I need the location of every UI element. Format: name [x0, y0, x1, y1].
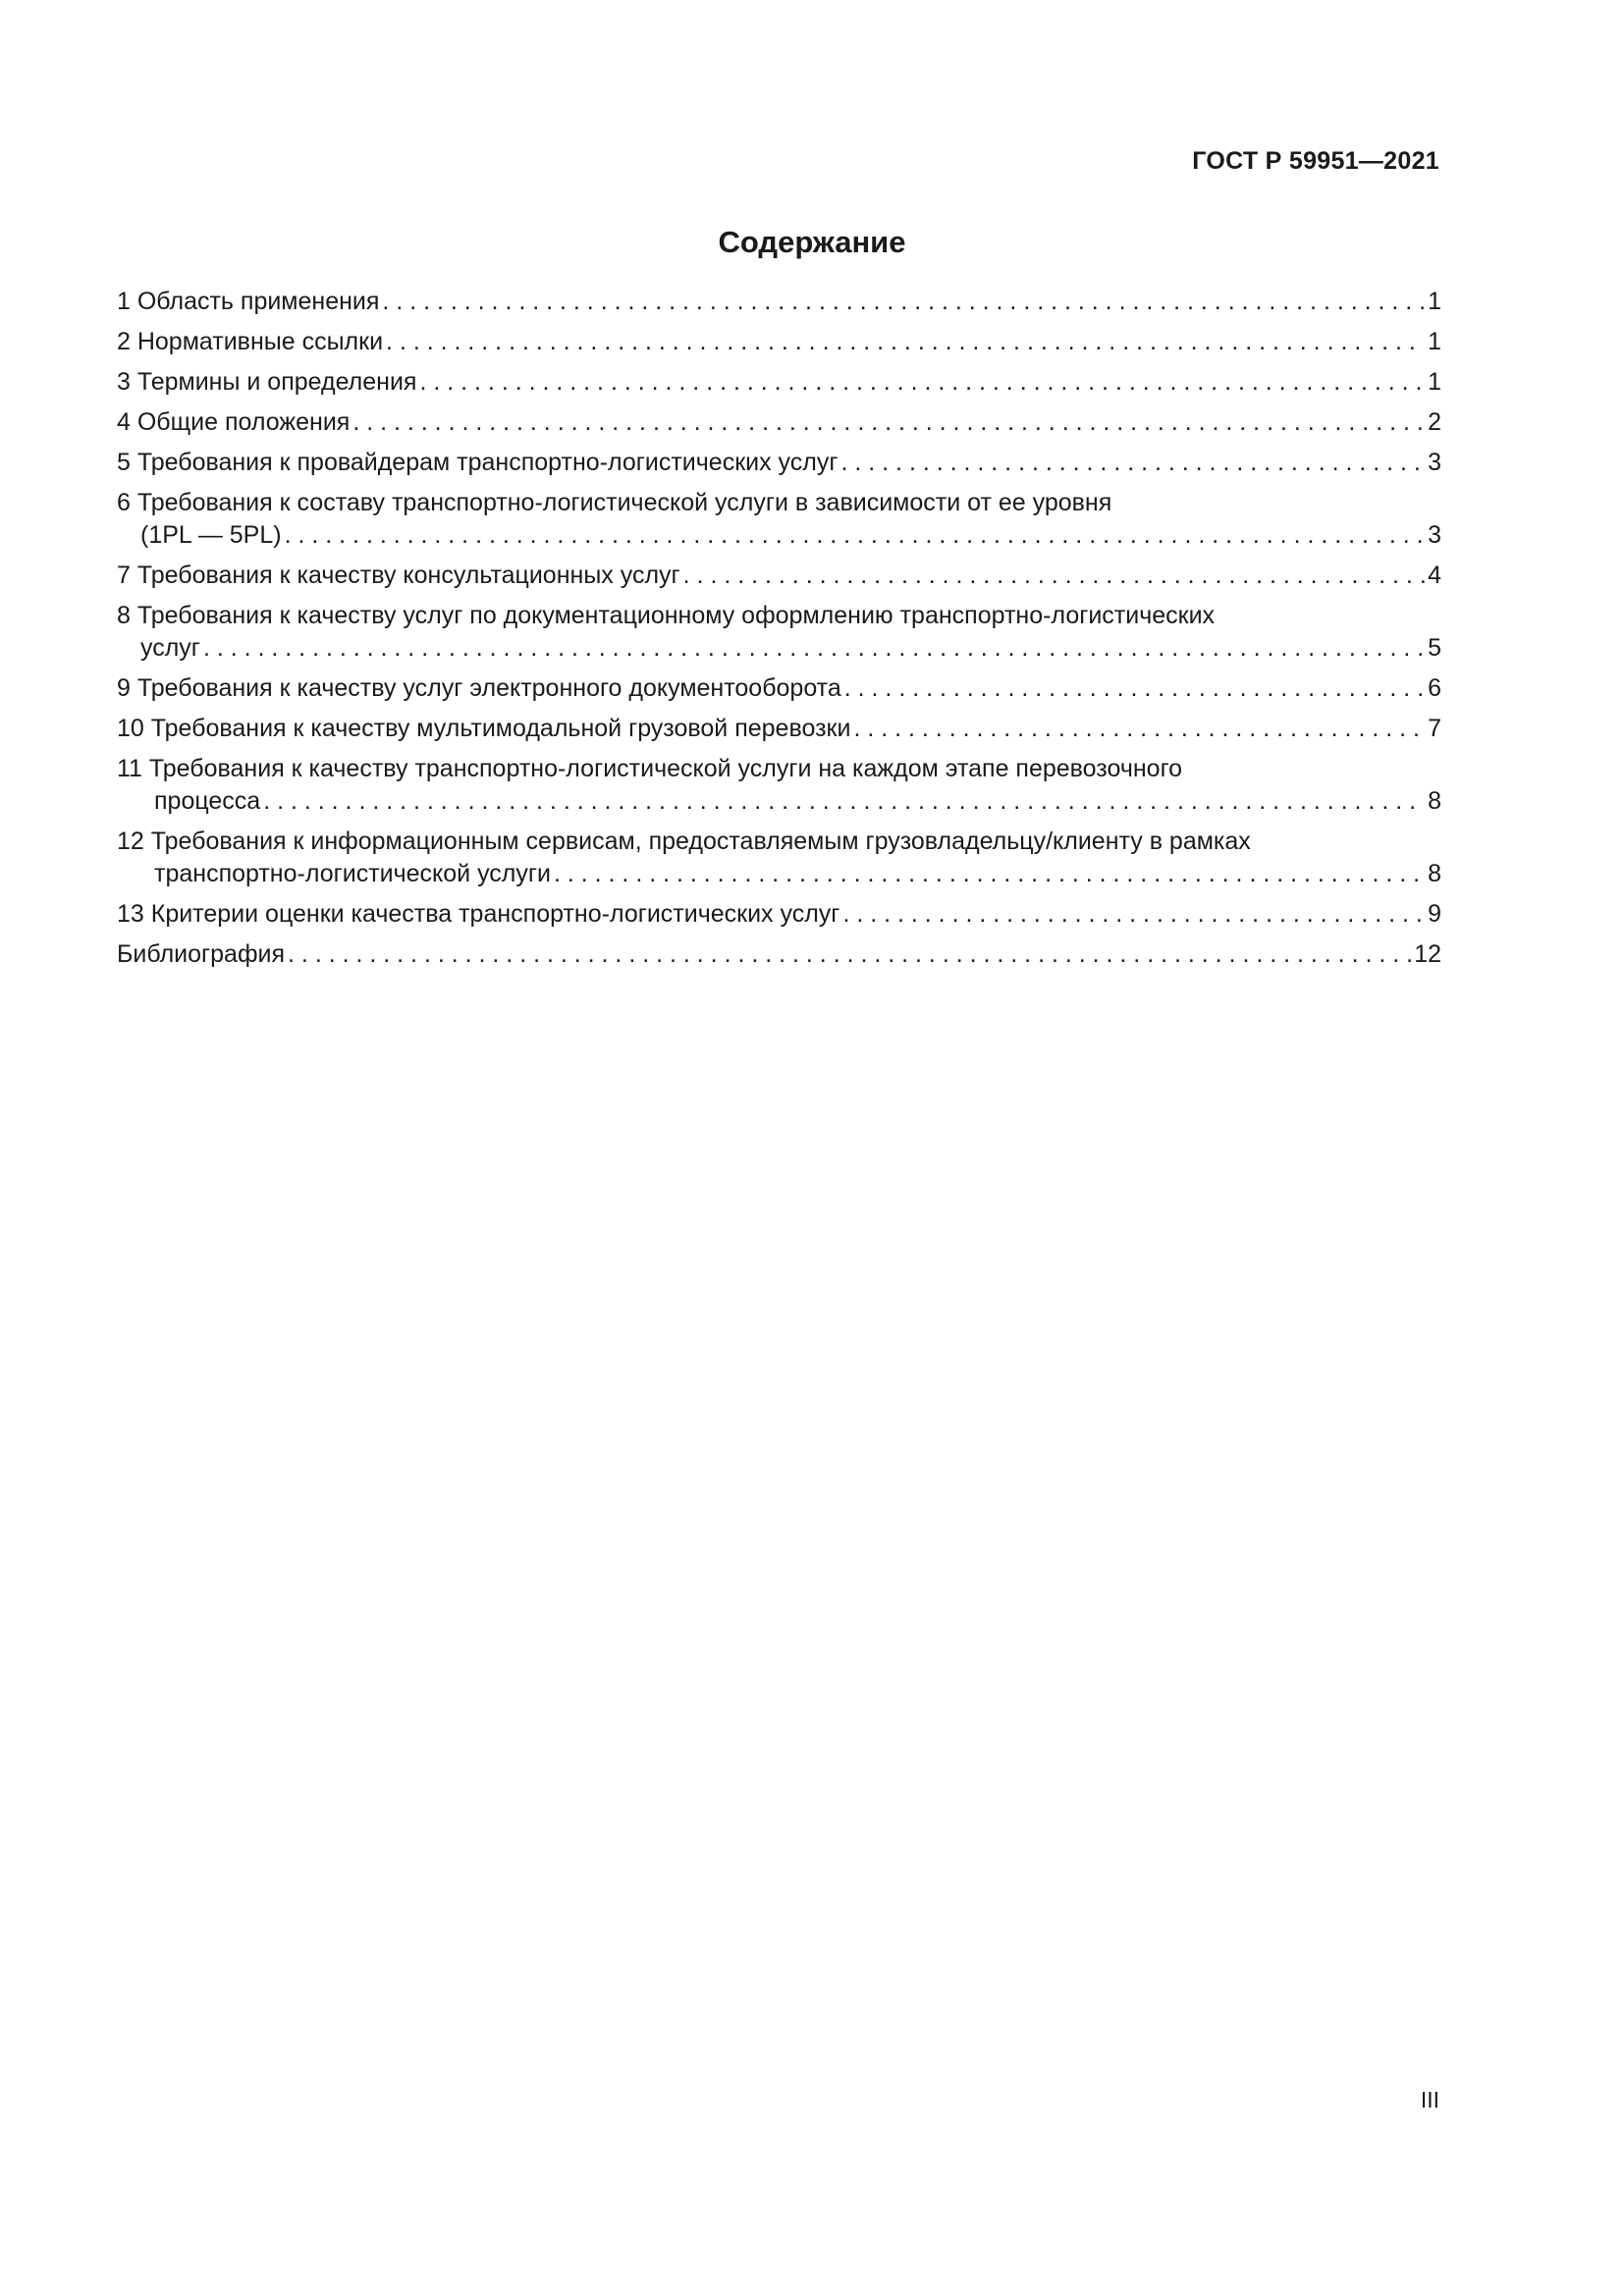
dot-leader	[382, 286, 1425, 318]
dot-leader	[840, 447, 1425, 479]
dot-leader	[844, 672, 1425, 705]
toc-entry-page: 4	[1428, 561, 1441, 589]
toc-entry[interactable]	[117, 286, 1441, 318]
toc-entry-page: 5	[1428, 634, 1441, 662]
page-number: III	[1420, 2087, 1439, 2112]
toc-entry-page: 12	[1414, 940, 1441, 968]
toc-entry-page: 1	[1428, 328, 1441, 355]
toc-entry[interactable]	[117, 898, 1441, 931]
toc-entry[interactable]	[117, 713, 1441, 745]
toc-entry-title: 12 Требования к информационным сервисам, предоставляемым грузовладельцу/клиенту в рамках	[117, 828, 1251, 855]
toc-entry-page: 1	[1428, 288, 1441, 315]
toc-entry[interactable]	[117, 826, 1441, 890]
toc-entry-title: 9 Требования к качеству услуг электронного документооборота	[117, 674, 841, 702]
dot-leader	[842, 898, 1425, 931]
toc-entry-title-continuation: транспортно-логистической услуги	[154, 860, 551, 887]
toc-entry[interactable]	[117, 560, 1441, 592]
toc-entry-title: 10 Требования к качеству мультимодальной грузовой перевозки	[117, 715, 851, 742]
toc-entry-title: 5 Требования к провайдерам транспортно-логистических услуг	[117, 449, 839, 476]
dot-leader	[419, 366, 1425, 399]
toc-entry-page: 2	[1428, 408, 1441, 436]
toc-entry[interactable]	[117, 406, 1441, 439]
toc-entry-title: 13 Критерии оценки качества транспортно-логистических услуг	[117, 900, 840, 928]
toc-entry-title: 3 Термины и определения	[117, 368, 417, 396]
toc-entry-title: Библиография	[117, 940, 286, 968]
document-code: ГОСТ Р 59951—2021	[1192, 147, 1439, 175]
dot-leader	[683, 560, 1425, 592]
toc-entry[interactable]	[117, 753, 1441, 818]
dot-leader	[853, 713, 1425, 745]
dot-leader	[263, 785, 1425, 818]
toc-entry-page: 8	[1428, 860, 1441, 887]
dot-leader	[203, 632, 1425, 665]
toc-entry-title: 8 Требования к качеству услуг по документационному оформлению транспортно-логистических	[117, 602, 1216, 629]
dot-leader	[386, 326, 1425, 358]
toc-entry[interactable]	[117, 447, 1441, 479]
toc-entry-title: 6 Требования к составу транспортно-логистической услуги в зависимости от ее уровня	[117, 489, 1112, 516]
toc-entry-page: 8	[1428, 787, 1441, 815]
toc-title: Содержание	[718, 225, 906, 259]
dot-leader	[285, 519, 1426, 552]
toc-entry-page: 3	[1428, 449, 1441, 476]
toc-entry-title: 2 Нормативные ссылки	[117, 328, 384, 355]
dot-leader	[288, 938, 1411, 971]
dot-leader	[554, 858, 1425, 890]
toc-entry-page: 3	[1428, 521, 1441, 549]
table-of-contents	[117, 286, 1441, 979]
toc-entry-title: 7 Требования к качеству консультационных услуг	[117, 561, 680, 589]
toc-entry-page: 1	[1428, 368, 1441, 396]
toc-entry[interactable]	[117, 672, 1441, 705]
toc-entry[interactable]	[117, 938, 1441, 971]
toc-entry-title: 4 Общие положения	[117, 408, 351, 436]
toc-entry[interactable]	[117, 487, 1441, 552]
toc-entry-title-continuation: процесса	[154, 787, 261, 815]
toc-entry-page: 7	[1428, 715, 1441, 742]
toc-entry[interactable]	[117, 366, 1441, 399]
toc-entry-title: 1 Область применения	[117, 288, 380, 315]
toc-entry-title-continuation: (1PL — 5PL)	[140, 521, 282, 549]
toc-entry-title: 11 Требования к качеству транспортно-логистической услуги на каждом этапе перевозочного	[117, 755, 1183, 782]
toc-entry-title-continuation: услуг	[140, 634, 200, 662]
toc-entry[interactable]	[117, 326, 1441, 358]
toc-entry[interactable]	[117, 600, 1441, 665]
toc-entry-page: 9	[1428, 900, 1441, 928]
toc-entry-page: 6	[1428, 674, 1441, 702]
dot-leader	[352, 406, 1425, 439]
